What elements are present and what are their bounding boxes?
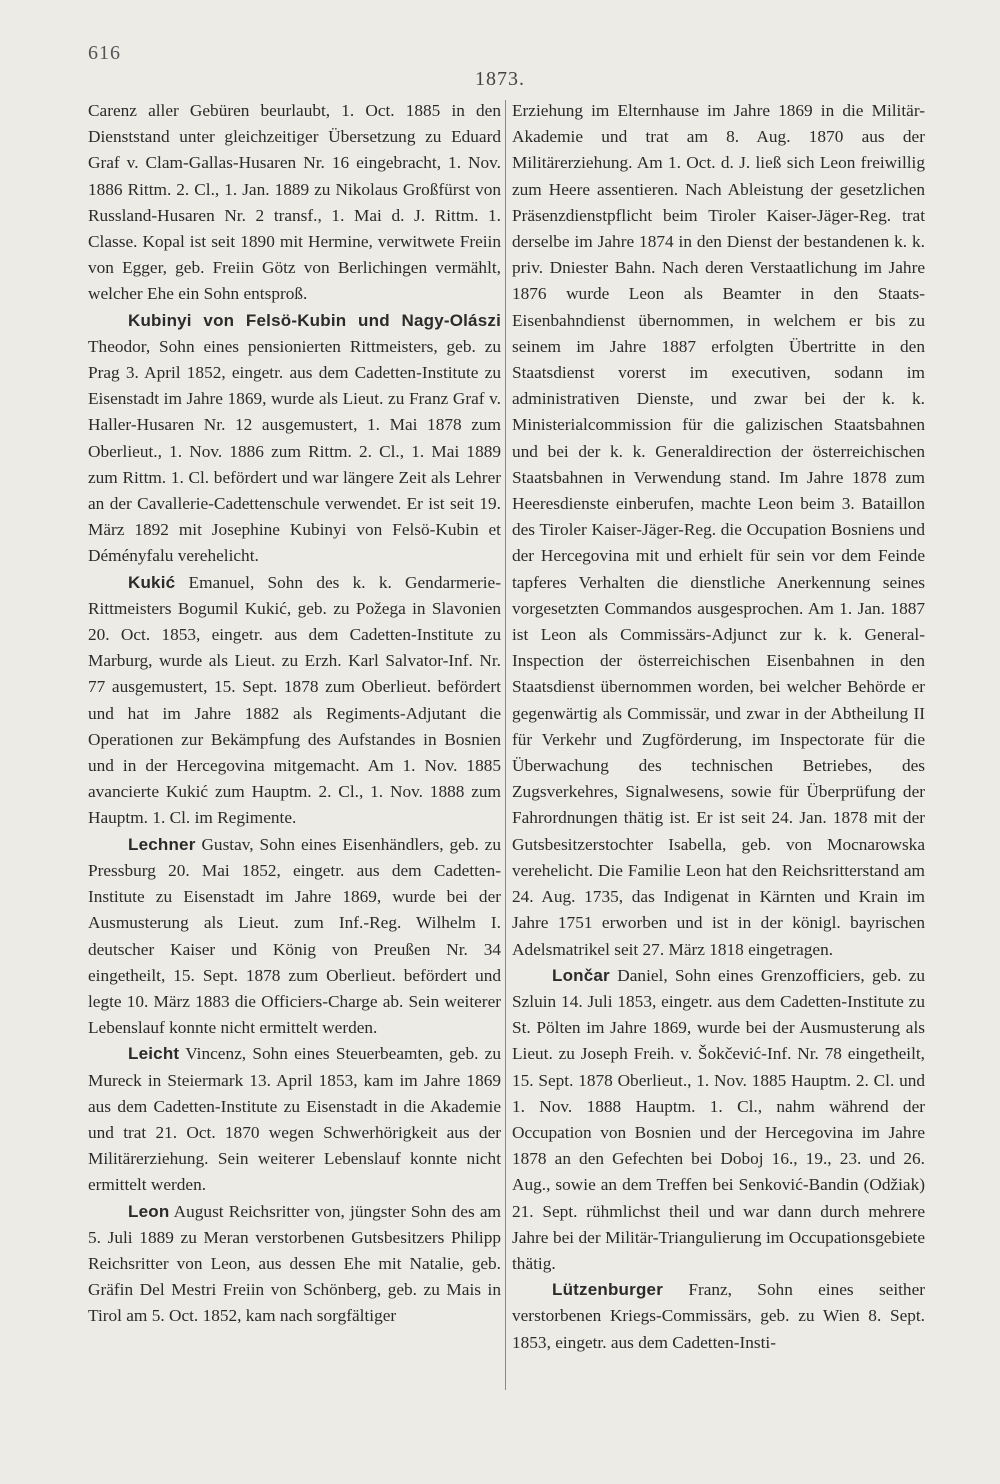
entry-text: Daniel, Sohn eines Grenzofficiers, geb. zu Szluin 14. Juli 1853, eingetr. aus dem Cadetten-Institute zu St. Pölten im Jahre 1869, wurde bei der Ausmusterung als Lieut. zu Joseph Freih. v. Šokčević-Inf. Nr. 78 eingetheilt, 15. Sept. 1878 Oberlieut., 1. Nov. 1885 Hauptm. 2. Cl. und 1. Nov. 1888 Hauptm. 1. Cl., nahm während der Occupation von Bosnien und der Hercegovina im Jahre 1878 an den Gefechten bei Doboj 16., 19., 23. und 26. Aug., sowie an dem Treffen bei Senković-Bandin (Odžiak) 21. Sept. rühmlichst theil und war dann durch mehrere Jahre bei der Militär-Triangulierung im Occupationsgebiete thätig. xyxy=(512,965,925,1273)
biography-entry xyxy=(88,570,501,832)
biography-entry xyxy=(88,1041,501,1198)
entry-name: Lončar xyxy=(552,965,610,985)
entry-text: Gustav, Sohn eines Eisenhändlers, geb. zu Pressburg 20. Mai 1852, eingetr. aus dem Cadetten-Institute zu Eisenstadt im Jahre 1869, wurde bei der Ausmusterung als Lieut. zum Inf.-Reg. Wilhelm I. deutscher Kaiser und König von Preußen Nr. 34 eingetheilt, 15. Sept. 1878 zum Oberlieut. befördert und legte 10. März 1883 die Officiers-Charge ab. Sein weiterer Lebenslauf konnte nicht ermittelt werden. xyxy=(88,834,501,1038)
entry-name: Kubinyi von Felsö-Kubin und Nagy-Olászi xyxy=(128,310,501,330)
entry-name: Lützenburger xyxy=(552,1280,664,1300)
entry-name: Lechner xyxy=(128,834,196,854)
biography-entry xyxy=(88,308,501,570)
continuation-text xyxy=(88,98,501,308)
biography-entry xyxy=(512,963,925,1277)
biography-entry xyxy=(88,832,501,1042)
entry-name: Kukić xyxy=(128,572,176,592)
entry-text: Carenz aller Gebüren beurlaubt, 1. Oct. 1885 in den Dienststand unter gleichzeitiger Übersetzung zu Eduard Graf v. Clam-Gallas-Husaren Nr. 16 eingebracht, 1. Nov. 1886 Rittm. 2. Cl., 1. Jan. 1889 zu Nikolaus Großfürst von Russland-Husaren Nr. 2 transf., 1. Mai d. J. Rittm. 1. Classe. Kopal ist seit 1890 mit Hermine, verwitwete Freiin von Egger, geb. Freiin Götz von Berlichingen vermählt, welcher Ehe ein Sohn entsproß. xyxy=(88,101,501,304)
entry-text: Vincenz, Sohn eines Steuerbeamten, geb. zu Mureck in Steiermark 13. April 1853, kam im Jahre 1869 aus dem Cadetten-Institute zu Eisenstadt in die Akademie und trat 21. Oct. 1870 wegen Schwerhörigkeit aus der Militärerziehung. Sein weiterer Lebenslauf konnte nicht ermittelt werden. xyxy=(88,1044,501,1195)
right-column xyxy=(512,98,925,1356)
page-number: 616 xyxy=(88,42,121,64)
column-divider xyxy=(505,100,506,1390)
entry-name: Leicht xyxy=(128,1044,180,1064)
entry-name: Leon xyxy=(128,1201,170,1221)
entry-text: Erziehung im Elternhause im Jahre 1869 in die Militär-Akademie und trat am 8. Aug. 1870 aus der Militärerziehung. Am 1. Oct. d. J. ließ sich Leon freiwillig zum Heere assentieren. Nach Ableistung der gesetzlichen Präsenzdienstpflicht beim Tiroler Kaiser-Jäger-Reg. trat derselbe im Jahre 1874 in den Dienst der bestandenen k. k. priv. Dniester Bahn. Nach deren Verstaatlichung im Jahre 1876 wurde Leon als Beamter in den Staats-Eisenbahndienst übernommen, in welchem er bis zu seinem im Jahre 1887 erfolgten Übertritte in den Staatsdienst vorerst im executiven, sodann im administrativen Dienste, und zwar bei der k. k. Ministerialcommission für die galizischen Staatsbahnen und bei der k. k. Generaldirection der österreichischen Staatsbahnen in Verwendung stand. Im Jahre 1878 zum Heeresdienste einberufen, machte Leon beim 3. Bataillon des Tiroler Kaiser-Jäger-Reg. die Occupation Bosniens und der Hercegovina mit und erhielt für sein vor dem Feinde tapferes Verhalten die dienstliche Anerkennung seines vorgesetzten Commandos ausgesprochen. Am 1. Jan. 1887 ist Leon als Commissärs-Adjunct zur k. k. General-Inspection der österreichischen Eisenbahnen in den Staatsdienst übernommen worden, bei welcher Behörde er gegenwärtig als Commissär, und zwar in der Abtheilung II für Verkehr und Zugförderung, im Inspectorate für die Überwachung des technischen Betriebes, des Zugsverkehres, Signalwesens, sowie für Überprüfung der Fahrordnungen thätig ist. Er ist seit 24. Jan. 1878 mit der Gutsbesitzerstochter Isabella, geb. von Mocnarowska verehelicht. Die Familie Leon hat den Reichsritterstand am 24. Aug. 1735, das Indigenat in Kärnten und Krain im Jahre 1751 erworben und ist in der königl. bayrischen Adelsmatrikel seit 27. März 1818 eingetragen. xyxy=(512,101,925,959)
running-header-year: 1873. xyxy=(475,68,525,90)
continuation-text xyxy=(512,98,925,963)
entry-text: Emanuel, Sohn des k. k. Gendarmerie-Rittmeisters Bogumil Kukić, geb. zu Požega in Slavonien 20. Oct. 1853, eingetr. aus dem Cadetten-Institute zu Marburg, wurde als Lieut. zu Erzh. Karl Salvator-Inf. Nr. 77 ausgemustert, 15. Sept. 1878 zum Oberlieut. befördert und hat im Jahre 1882 als Regiments-Adjutant die Operationen zur Bekämpfung des Aufstandes in Bosnien und in der Hercegovina mitgemacht. Am 1. Nov. 1885 avancierte Kukić zum Hauptm. 2. Cl., 1. Nov. 1888 zum Hauptm. 1. Cl. im Regimente. xyxy=(88,572,501,828)
entry-text: August Reichsritter von, jüngster Sohn des am 5. Juli 1889 zu Meran verstorbenen Gutsbesitzers Philipp Reichsritter von Leon, aus dessen Ehe mit Natalie, geb. Gräfin Del Mestri Freiin von Schönberg, geb. zu Mais in Tirol am 5. Oct. 1852, kam nach sorgfältiger xyxy=(88,1201,501,1326)
biography-entry xyxy=(88,1199,501,1330)
biography-entry xyxy=(512,1277,925,1356)
entry-text: Theodor, Sohn eines pensionierten Rittmeisters, geb. zu Prag 3. April 1852, eingetr. aus dem Cadetten-Institute zu Eisenstadt im Jahre 1869, wurde als Lieut. zu Franz Graf v. Haller-Husaren Nr. 12 ausgemustert, 1. Mai 1878 zum Oberlieut., 1. Nov. 1886 zum Rittm. 2. Cl., 1. Mai 1889 zum Rittm. 1. Cl. befördert und war längere Zeit als Lehrer an der Cavallerie-Cadettenschule verwendet. Er ist seit 19. März 1892 mit Josephine Kubinyi von Felsö-Kubin et Déményfalu verehelicht. xyxy=(88,336,501,566)
entry-text: Franz, Sohn eines seither verstorbenen Kriegs-Commissärs, geb. zu Wien 8. Sept. 1853, eingetr. aus dem Cadetten-Insti- xyxy=(512,1280,926,1352)
left-column xyxy=(88,98,501,1330)
